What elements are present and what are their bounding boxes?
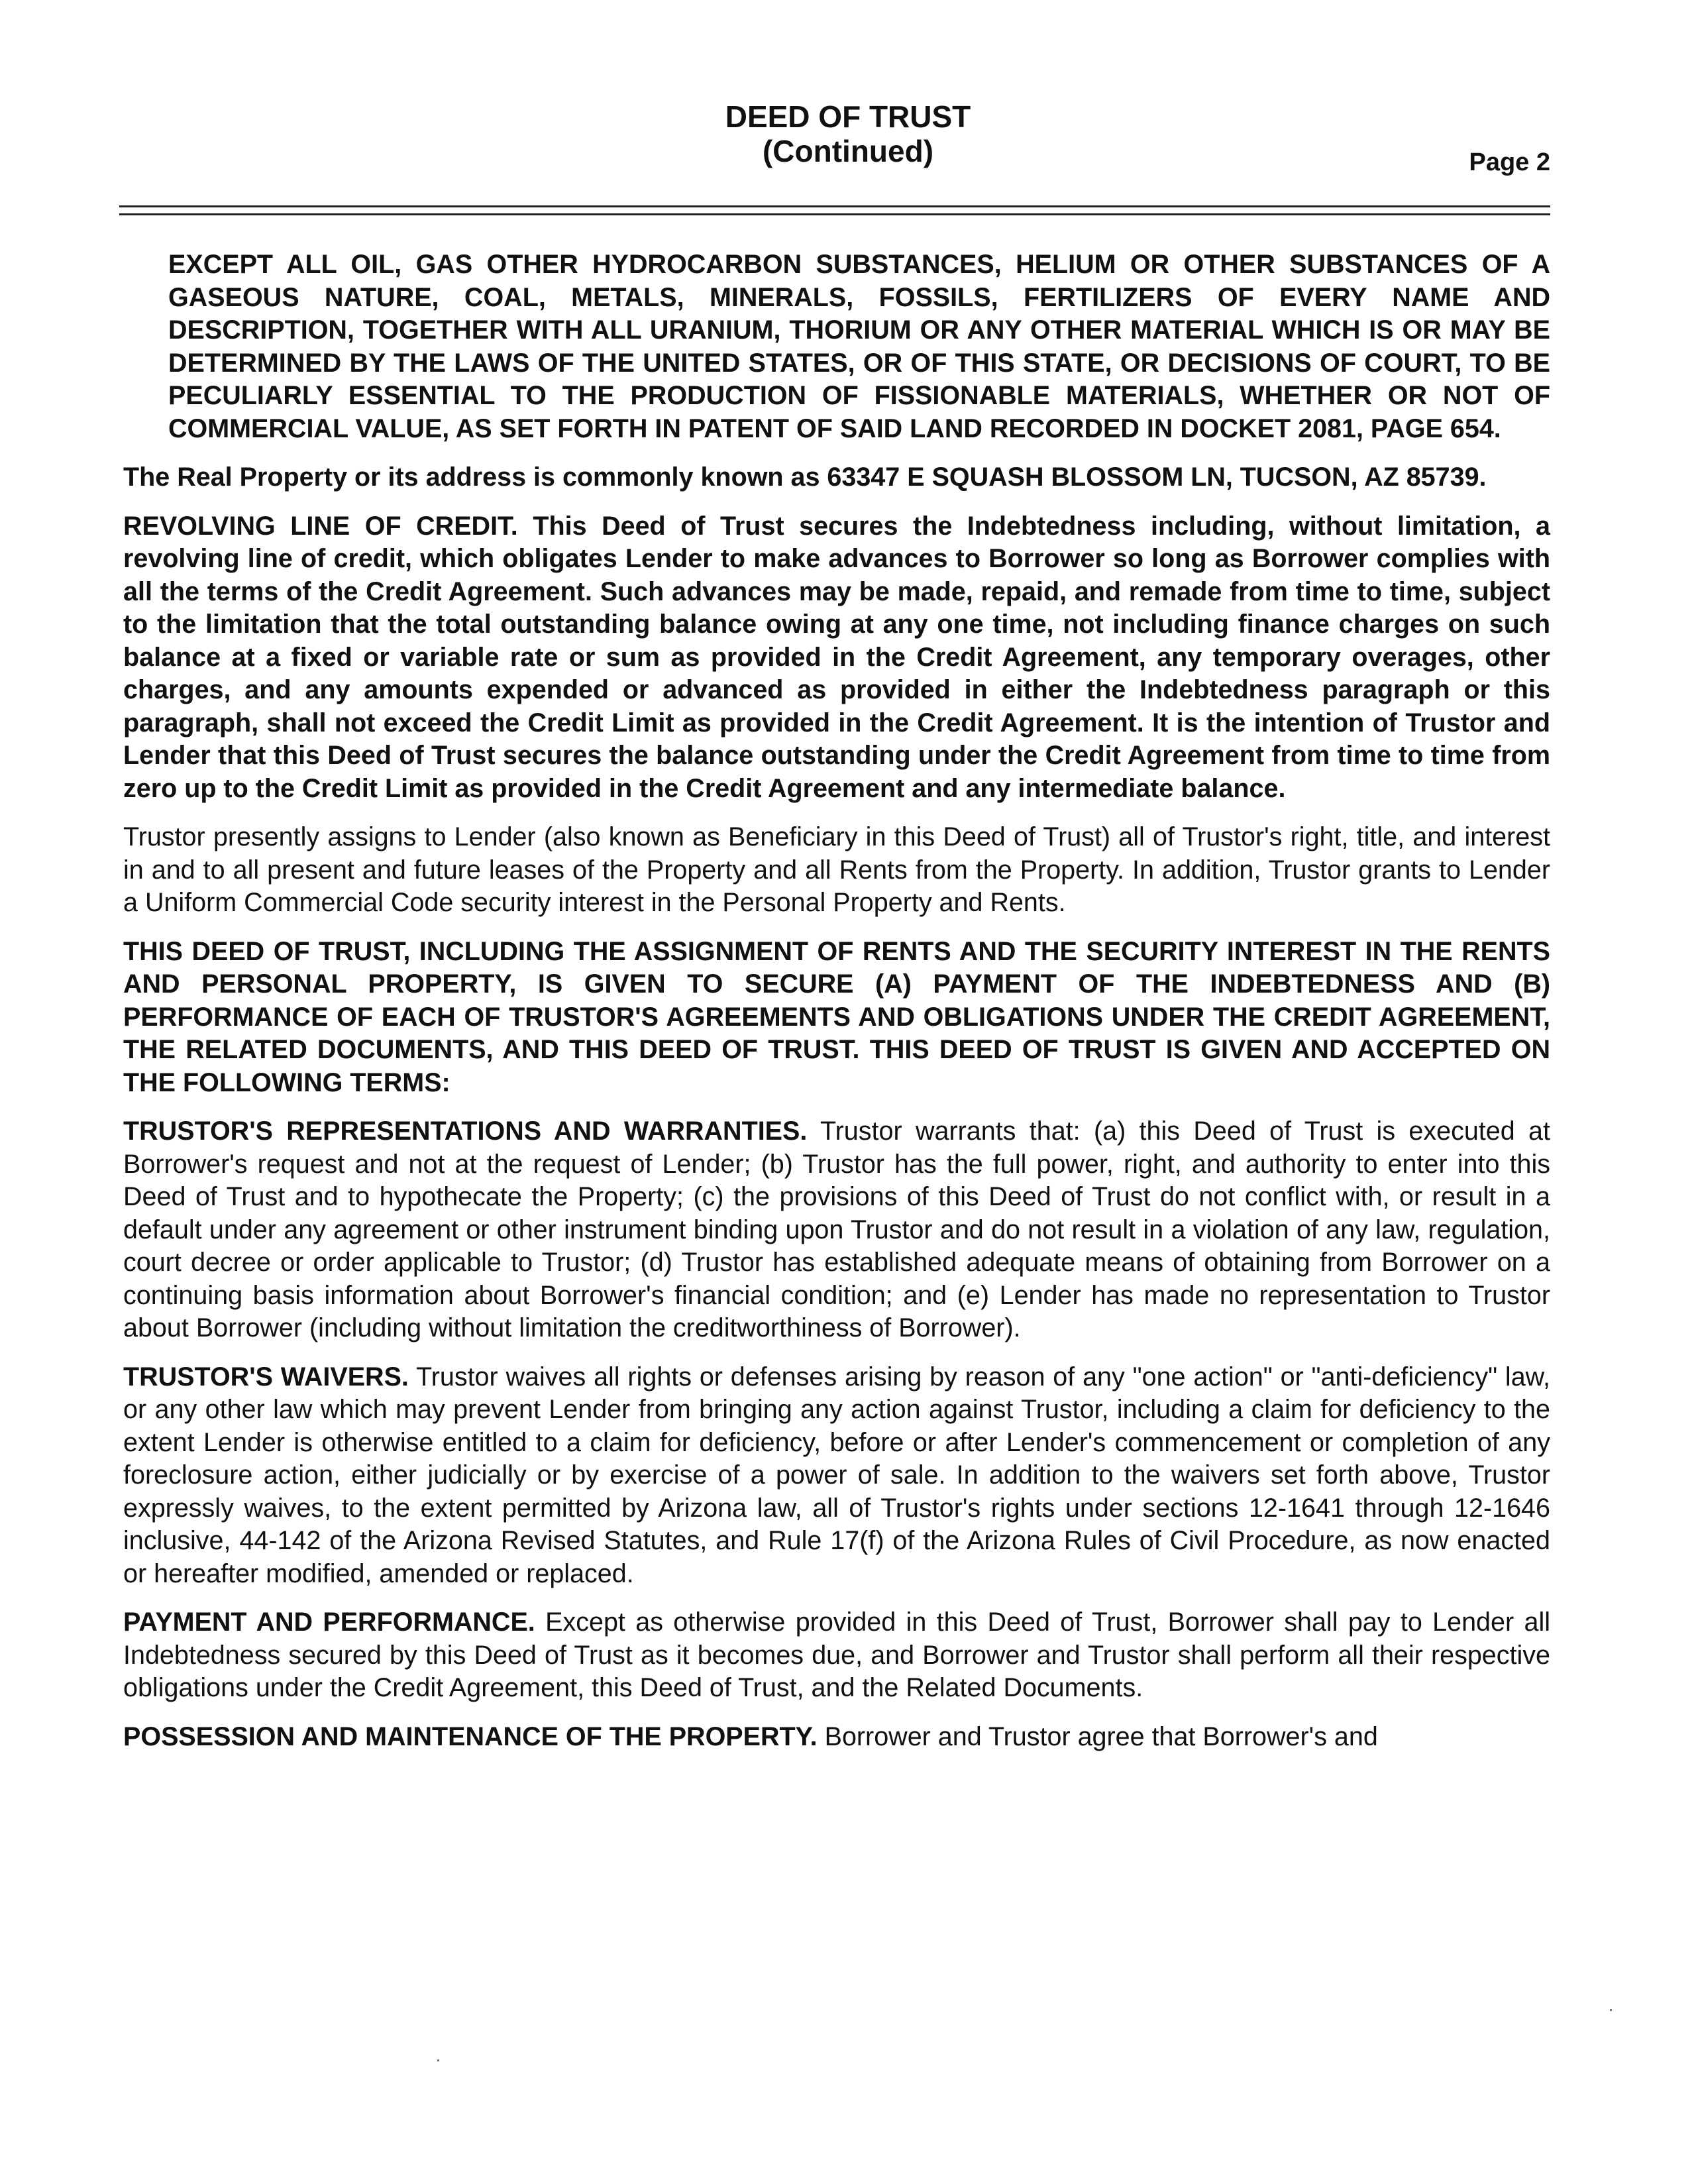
revolving-credit-paragraph xyxy=(123,510,1550,806)
section-heading: TRUSTOR'S WAIVERS. xyxy=(123,1362,409,1392)
section-heading: REVOLVING LINE OF CREDIT. xyxy=(123,511,518,541)
scan-speck xyxy=(437,2059,439,2061)
given-to-secure-paragraph: THIS DEED OF TRUST, INCLUDING THE ASSIGNMENT OF RENTS AND THE SECURITY INTEREST IN THE RENTS AND PERSONAL PROPERTY, IS GIVEN TO SECURE (A) PAYMENT OF THE INDEBTEDNESS AND (B) PERFORMANCE OF EACH OF TRUSTOR'S AGREEMENTS AND OBLIGATIONS UNDER THE CREDIT AGREEMENT, THE RELATED DOCUMENTS, AND THIS DEED OF TRUST. THIS DEED OF TRUST IS GIVEN AND ACCEPTED ON THE FOLLOWING TERMS: xyxy=(123,936,1550,1097)
section-body: Borrower and Trustor agree that Borrower's and xyxy=(824,1721,1378,1751)
section-heading: POSSESSION AND MAINTENANCE OF THE PROPERTY. xyxy=(123,1721,818,1751)
header-rule-top xyxy=(119,205,1550,207)
section-heading: TRUSTOR'S REPRESENTATIONS AND WARRANTIES. xyxy=(123,1117,808,1146)
property-address-paragraph: The Real Property or its address is commonly known as 63347 E SQUASH BLOSSOM LN, TUCSON, AZ 85739. xyxy=(123,463,1487,492)
representations-paragraph xyxy=(123,1115,1550,1345)
section-body: Except as otherwise provided in this Deed of Trust, Borrower shall pay to Lender all Indebtedness secured by this Deed of Trust as it becomes due, and Borrower and Trustor shall perform all their respective obligations under the Credit Agreement, this Deed of Trust, and the Related Documents. xyxy=(123,1608,1551,1702)
title-line: DEED OF TRUST xyxy=(725,99,971,134)
section-heading: PAYMENT AND PERFORMANCE. xyxy=(123,1608,535,1637)
header-rule-bottom xyxy=(119,213,1550,215)
section-body: Trustor waives all rights or defenses arising by reason of any "one action" or "anti-deficiency" law, or any other law which may prevent Lender from bringing any action against Trustor, including a claim for deficiency to the extent Lender is otherwise entitled to a claim for deficiency, before or after Lender's commencement or completion of any foreclosure action, either judicially or by exercise of a power of sale. In addition to the waivers set forth above, Trustor expressly waives, to the extent permitted by Arizona law, all of Trustor's rights under sections 12-1641 through 12-1646 inclusive, 44-142 of the Arizona Revised Statutes, and Rule 17(f) of the Arizona Rules of Civil Procedure, as now enacted or hereafter modified, amended or replaced. xyxy=(123,1362,1550,1588)
assignment-paragraph: Trustor presently assigns to Lender (also known as Beneficiary in this Deed of Trust) all of Trustor's right, title, and interest in and to all present and future leases of the Property and all Rents from the Property. In addition, Trustor grants to Lender a Uniform Commercial Code security interest in the Personal Property and Rents. xyxy=(123,822,1550,917)
section-body: This Deed of Trust secures the Indebtedness including, without limitation, a revolving line of credit, which obligates Lender to make advances to Borrower so long as Borrower complies with all the terms of the Credit Agreement. Such advances may be made, repaid, and remade from time to time, subject to the limitation that the total outstanding balance owing at any one time, not including finance charges on such balance at a fixed or variable rate or sum as provided in the Credit Agreement, any temporary overages, other charges, and any amounts expended or advanced as provided in either the Indebtedness paragraph or this paragraph, shall not exceed the Credit Limit as provided in the Credit Agreement. It is the intention of Trustor and Lender that this Deed of Trust secures the balance outstanding under the Credit Agreement from time to time from zero up to the Credit Limit as provided in the Credit Agreement and any intermediate balance. xyxy=(123,511,1550,803)
except-clause: EXCEPT ALL OIL, GAS OTHER HYDROCARBON SUBSTANCES, HELIUM OR OTHER SUBSTANCES OF A GASEOUS NATURE, COAL, METALS, MINERALS, FOSSILS, FERTILIZERS OF EVERY NAME AND DESCRIPTION, TOGETHER WITH ALL URANIUM, THORIUM OR ANY OTHER MATERIAL WHICH IS OR MAY BE DETERMINED BY THE LAWS OF THE UNITED STATES, OR OF THIS STATE, OR DECISIONS OF COURT, TO BE PECULIARLY ESSENTIAL TO THE PRODUCTION OF FISSIONABLE MATERIALS, WHETHER OR NOT OF COMMERCIAL VALUE, AS SET FORTH IN PATENT OF SAID LAND RECORDED IN DOCKET 2081, PAGE 654. xyxy=(168,250,1550,443)
document-title xyxy=(0,99,1696,168)
subtitle-line: (Continued) xyxy=(762,134,934,168)
document-body xyxy=(123,248,1550,1769)
scan-speck xyxy=(1610,2009,1612,2011)
payment-paragraph xyxy=(123,1606,1550,1705)
section-body: Trustor warrants that: (a) this Deed of Trust is executed at Borrower's request and not at the request of Lender; (b) Trustor has the full power, right, and authority to enter into this Deed of Trust and to hypothecate the Property; (c) the provisions of this Deed of Trust do not conflict with, or result in a default under any agreement or other instrument binding upon Trustor and do not result in a violation of any law, regulation, court decree or order applicable to Trustor; (d) Trustor has established adequate means of obtaining from Borrower on a continuing basis information about Borrower's financial condition; and (e) Lender has made no representation to Trustor about Borrower (including without limitation the creditworthiness of Borrower). xyxy=(123,1117,1550,1342)
possession-paragraph xyxy=(123,1721,1550,1754)
page-number: Page 2 xyxy=(1469,148,1550,176)
waivers-paragraph xyxy=(123,1361,1550,1591)
